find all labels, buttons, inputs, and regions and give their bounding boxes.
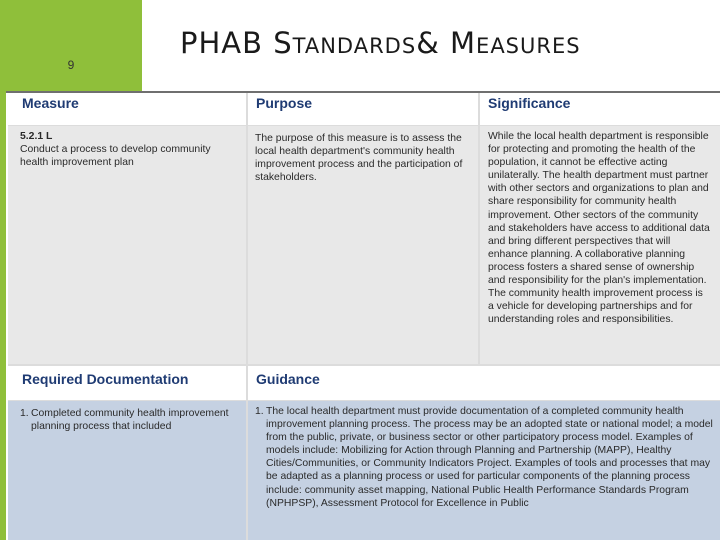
measure-text: Conduct a process to develop community health improvement plan: [20, 144, 211, 169]
header-purpose-cell: [248, 93, 478, 125]
measure-cell: [8, 126, 246, 364]
standards-document-image: [8, 93, 720, 540]
significance-cell: [480, 126, 720, 364]
title-accent-block: [0, 0, 142, 92]
header-measure-cell: [8, 93, 246, 125]
significance-text: While the local health department is responsible for protecting and promoting the health of the population, it cannot be effective acting unilaterally. The health department must partner with other sectors and organizations to plan and share responsibility for community health improvement. Other sectors of the community and stakeholders have access to additional data and bring different perspectives that will enhance planning. A collaborative planning process fosters a shared sense of ownership and responsibility for the plan's implementation. The community health improvement process is a vehicle for developing partnerships and for understanding roles and responsibilities.: [488, 131, 710, 326]
header-significance-cell: [480, 93, 720, 125]
header-measure: Measure: [22, 95, 79, 111]
title-part-4: EASURES: [476, 34, 581, 58]
header-significance: Significance: [488, 95, 571, 111]
required-item-text: Completed community health improvement planning process that included: [31, 408, 229, 433]
purpose-text: The purpose of this measure is to assess the local health department's community health improvement process and the participation of stakeholders.: [255, 133, 463, 184]
header-required-documentation: Required Documentation: [22, 371, 189, 387]
title-part-2: TANDARDS: [292, 34, 417, 58]
required-documentation-cell: [8, 401, 246, 540]
title-part-1: PHAB S: [180, 26, 293, 60]
title-part-3: & M: [416, 26, 477, 60]
purpose-cell: [248, 126, 478, 364]
header-guidance: Guidance: [256, 371, 320, 387]
slide-title: [180, 26, 581, 60]
header-purpose: Purpose: [256, 95, 313, 111]
slide-number: 9: [67, 58, 75, 72]
guidance-item: 1. The local health department must provide documentation of a completed community health improvement planning process. The process may be an adopted state or national model; a model from the public, private, or business sector or other participatory process model. Examples of models include: Mobilizing for Action through Planning and Partnership (MAPP), Healthy Cities/Communities, or Community Indicators Project. Examples of tools and processes that may be adapted as a planning process or used for particular components of the planning process include: community asset mapping, National Public Health Performance Standards Program (NPHPSP), Assessment Protocol for Excellence in Public: [255, 406, 713, 509]
guidance-item-text: The local health department must provide documentation of a completed community health improvement planning process. The process may be an adopted state or national model; a model from the public, private, or business sector or other participatory process model. Examples of models include: Mobilizing for Action through Planning and Partnership (MAPP), Healthy Cities/Communities, or Community Indicators Project. Examples of tools and processes that may be adapted as a planning process or used for particular components of the planning process include: community asset mapping, National Public Health Performance Standards Program (NPHPSP), Assessment Protocol for Excellence in Public: [266, 406, 713, 509]
left-accent-stripe: [0, 92, 6, 540]
guidance-cell: [248, 401, 720, 540]
measure-code: 5.2.1 L: [20, 131, 53, 142]
required-item: 1. Completed community health improvement planning process that included: [20, 408, 229, 433]
header-required-cell: [8, 366, 246, 400]
header-guidance-cell: [248, 366, 720, 400]
